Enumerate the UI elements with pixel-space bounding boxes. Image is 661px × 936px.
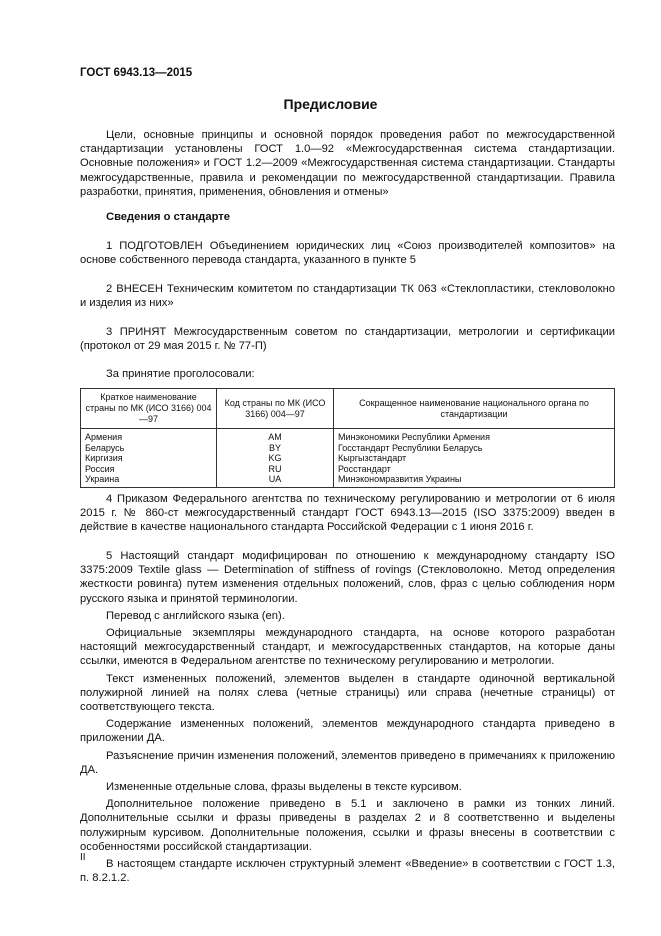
country-cell: Россия — [81, 464, 217, 475]
country-cell: Армения — [81, 429, 217, 443]
additional-provisions-paragraph: Дополнительное положение приведено в 5.1 и заключено в рамки из тонких линий. Дополнительные ссылки и фразы приведены в разделах 2 и 8 соответственно и выделены полужирным курсивом. Дополнительные положения, ссылки и фразы внесены в соответствии с особенностями российской стандартизации. — [80, 798, 615, 853]
official-copies-paragraph: Официальные экземпляры международного стандарта, на основе которого разработан настоящий межгосударственный стандарт, и межгосударственных стандартов, на которые даны ссылки, имеются в Федеральном агентстве по техническому регулированию и метрологии. — [80, 627, 615, 668]
table-header-cell: Краткое наименование страны по МК (ИСО 3166) 004—97 — [81, 389, 217, 429]
table-row — [81, 464, 615, 475]
item-1-paragraph: 1 ПОДГОТОВЛЕН Объединением юридических лиц «Союз производителей композитов» на основе собственного перевода стандарта, указанного в пункте 5 — [80, 240, 615, 267]
italics-note: Измененные отдельные слова, фразы выделены в тексте курсивом. — [106, 781, 462, 794]
intro-paragraph-block — [80, 128, 615, 199]
item-2-block — [80, 282, 615, 310]
page-title: Предисловие — [283, 96, 378, 112]
changes-reasons-paragraph: Разъяснение причин изменения положений, элементов приведено в примечаниях к приложению ДА. — [80, 749, 615, 776]
country-cell: Беларусь — [81, 443, 217, 454]
intro-paragraph: Цели, основные принципы и основной порядок проведения работ по межгосударственной стандартизации установлены ГОСТ 1.0—92 «Межгосударственная система стандартизации. Основные положения» и ГОСТ 1.2—2009 «Межгосударственная система стандартизации. Стандарты межгосударственные, правила и рекомендации по межгосударственной стандартизации. Правила разработки, принятия, применения, обновления и отмены» — [80, 129, 615, 198]
standards-body-cell: Минэкономики Республики Армения — [334, 429, 615, 443]
table-row — [81, 429, 615, 443]
table-header-cell: Код страны по МК (ИСО 3166) 004—97 — [217, 389, 334, 429]
item-5-paragraph: 5 Настоящий стандарт модифицирован по отношению к международному стандарту ISO 3375:2009 Textile glass — Determination of stiffness of rovings (Стекловолокно. Метод определения жесткости ровинга) путем изменения отдельных положений, слов, фраз с целью соблюдения норм русского языка и принятой терминологии. — [80, 550, 615, 605]
table-header-row — [81, 389, 615, 429]
item-4-paragraph: 4 Приказом Федерального агентства по техническому регулированию и метрологии от 6 июля 2015 г. № 860-ст межгосударственный стандарт ГОСТ 6943.13—2015 (ISO 3375:2009) введен в действие в качестве национального стандарта Российской Федерации с 1 июня 2016 г. — [80, 493, 615, 534]
standards-body-cell: Минэкономразвития Украины — [334, 474, 615, 487]
page-number: II — [80, 852, 86, 863]
document-id-header: ГОСТ 6943.13—2015 — [80, 67, 193, 79]
section-title: Сведения о стандарте — [106, 211, 230, 223]
item-5-block — [80, 549, 615, 885]
country-code-cell: UA — [217, 474, 334, 487]
item-3-block — [80, 325, 615, 353]
item-4-block — [80, 492, 615, 535]
changes-content-paragraph: Содержание измененных положений, элементов международного стандарта приведено в приложении ДА. — [80, 718, 615, 745]
country-code-cell: BY — [217, 443, 334, 454]
table-row — [81, 453, 615, 464]
standards-body-cell: Росстандарт — [334, 464, 615, 475]
item-1-block — [80, 239, 615, 267]
country-cell: Киргизия — [81, 453, 217, 464]
item-3-paragraph: 3 ПРИНЯТ Межгосударственным советом по стандартизации, метрологии и сертификации (протокол от 29 мая 2015 г. № 77-П) — [80, 326, 615, 353]
country-code-cell: AM — [217, 429, 334, 443]
voting-table — [80, 388, 615, 488]
table-row — [81, 474, 615, 487]
country-cell: Украина — [81, 474, 217, 487]
vote-label: За принятие проголосовали: — [106, 368, 255, 380]
excluded-element-paragraph: В настоящем стандарте исключен структурный элемент «Введение» в соответствии с ГОСТ 1.3, п. 8.2.1.2. — [80, 858, 615, 885]
translation-note: Перевод с английского языка (en). — [106, 609, 285, 622]
table-row — [81, 443, 615, 454]
table-header-cell: Сокращенное наименование национального органа по стандартизации — [334, 389, 615, 429]
country-code-cell: KG — [217, 453, 334, 464]
standards-body-cell: Кыргызстандарт — [334, 453, 615, 464]
changed-text-paragraph: Текст измененных положений, элементов выделен в стандарте одиночной вертикальной полужирной линией на полях слева (четные страницы) или справа (нечетные страницы) от соответствующего текста. — [80, 672, 615, 714]
item-2-paragraph: 2 ВНЕСЕН Техническим комитетом по стандартизации ТК 063 «Стеклопластики, стекловолокно и изделия из них» — [80, 283, 615, 310]
standards-body-cell: Госстандарт Республики Беларусь — [334, 443, 615, 454]
country-code-cell: RU — [217, 464, 334, 475]
